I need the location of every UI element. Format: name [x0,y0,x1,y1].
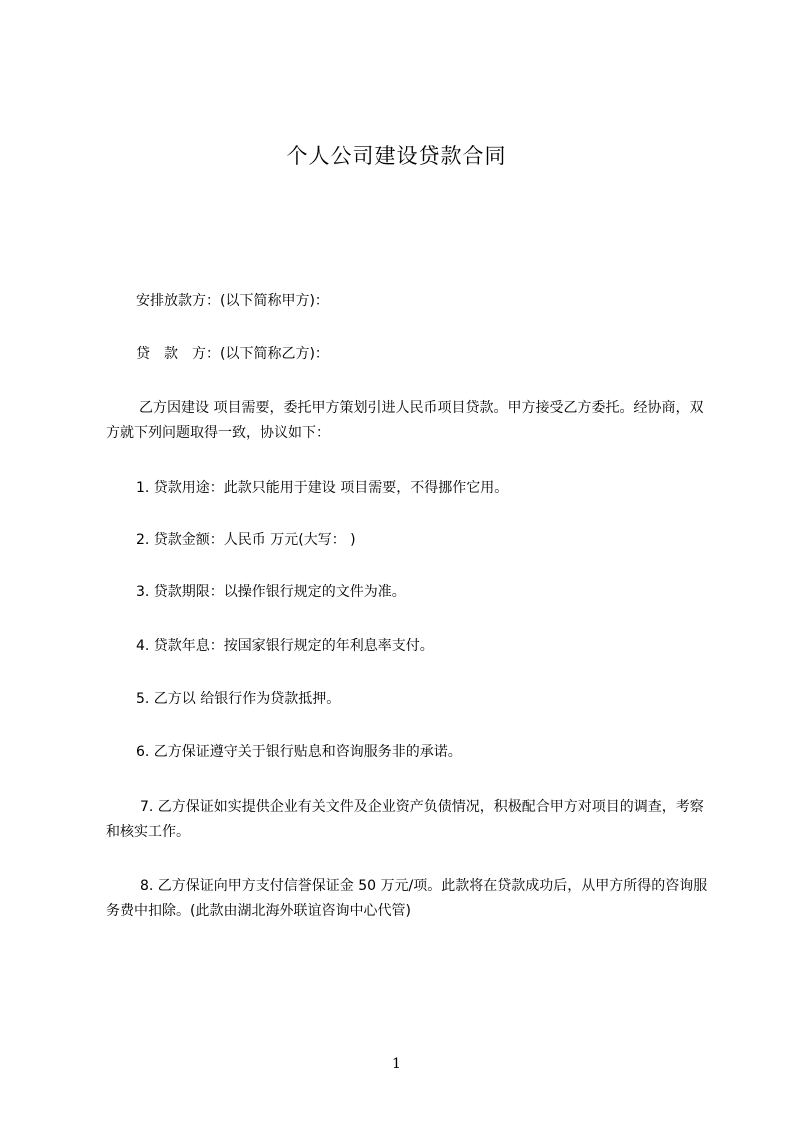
page-number: 1 [392,1056,401,1072]
document-title: 个人公司建设贷款合同 [286,144,507,168]
lender-line: 安排放款方：(以下简称甲方)： [136,293,329,309]
clause-item: 2. 贷款金额：人民币 万元(大写： ) [136,532,356,548]
clause-item: 1. 贷款用途：此款只能用于建设 项目需要，不得挪作它用。 [136,480,509,496]
clause-item: 7. 乙方保证如实提供企业有关文件及企业资产负债情况，积极配合甲方对项目的调查，考察和核实工作。 [106,799,704,840]
clause-item: 3. 贷款期限：以操作银行规定的文件为准。 [136,584,406,600]
clause-item: 4. 贷款年息：按国家银行规定的年利息率支付。 [136,638,434,654]
clause-item: 8. 乙方保证向甲方支付信誉保证金 50 万元/项。此款将在贷款成功后，从甲方所得的咨询服务费中扣除。(此款由湖北海外联谊咨询中心代管) [106,878,708,919]
intro-paragraph: 乙方因建设 项目需要，委托甲方策划引进人民币项目贷款。甲方接受乙方委托。经协商，双方就下列问题取得一致，协议如下： [106,400,704,441]
clause-item: 6. 乙方保证遵守关于银行贴息和咨询服务非的承诺。 [136,744,462,760]
borrower-line: 贷 款 方：(以下简称乙方)： [136,346,329,362]
clause-item: 5. 乙方以 给银行作为贷款抵押。 [136,691,341,707]
